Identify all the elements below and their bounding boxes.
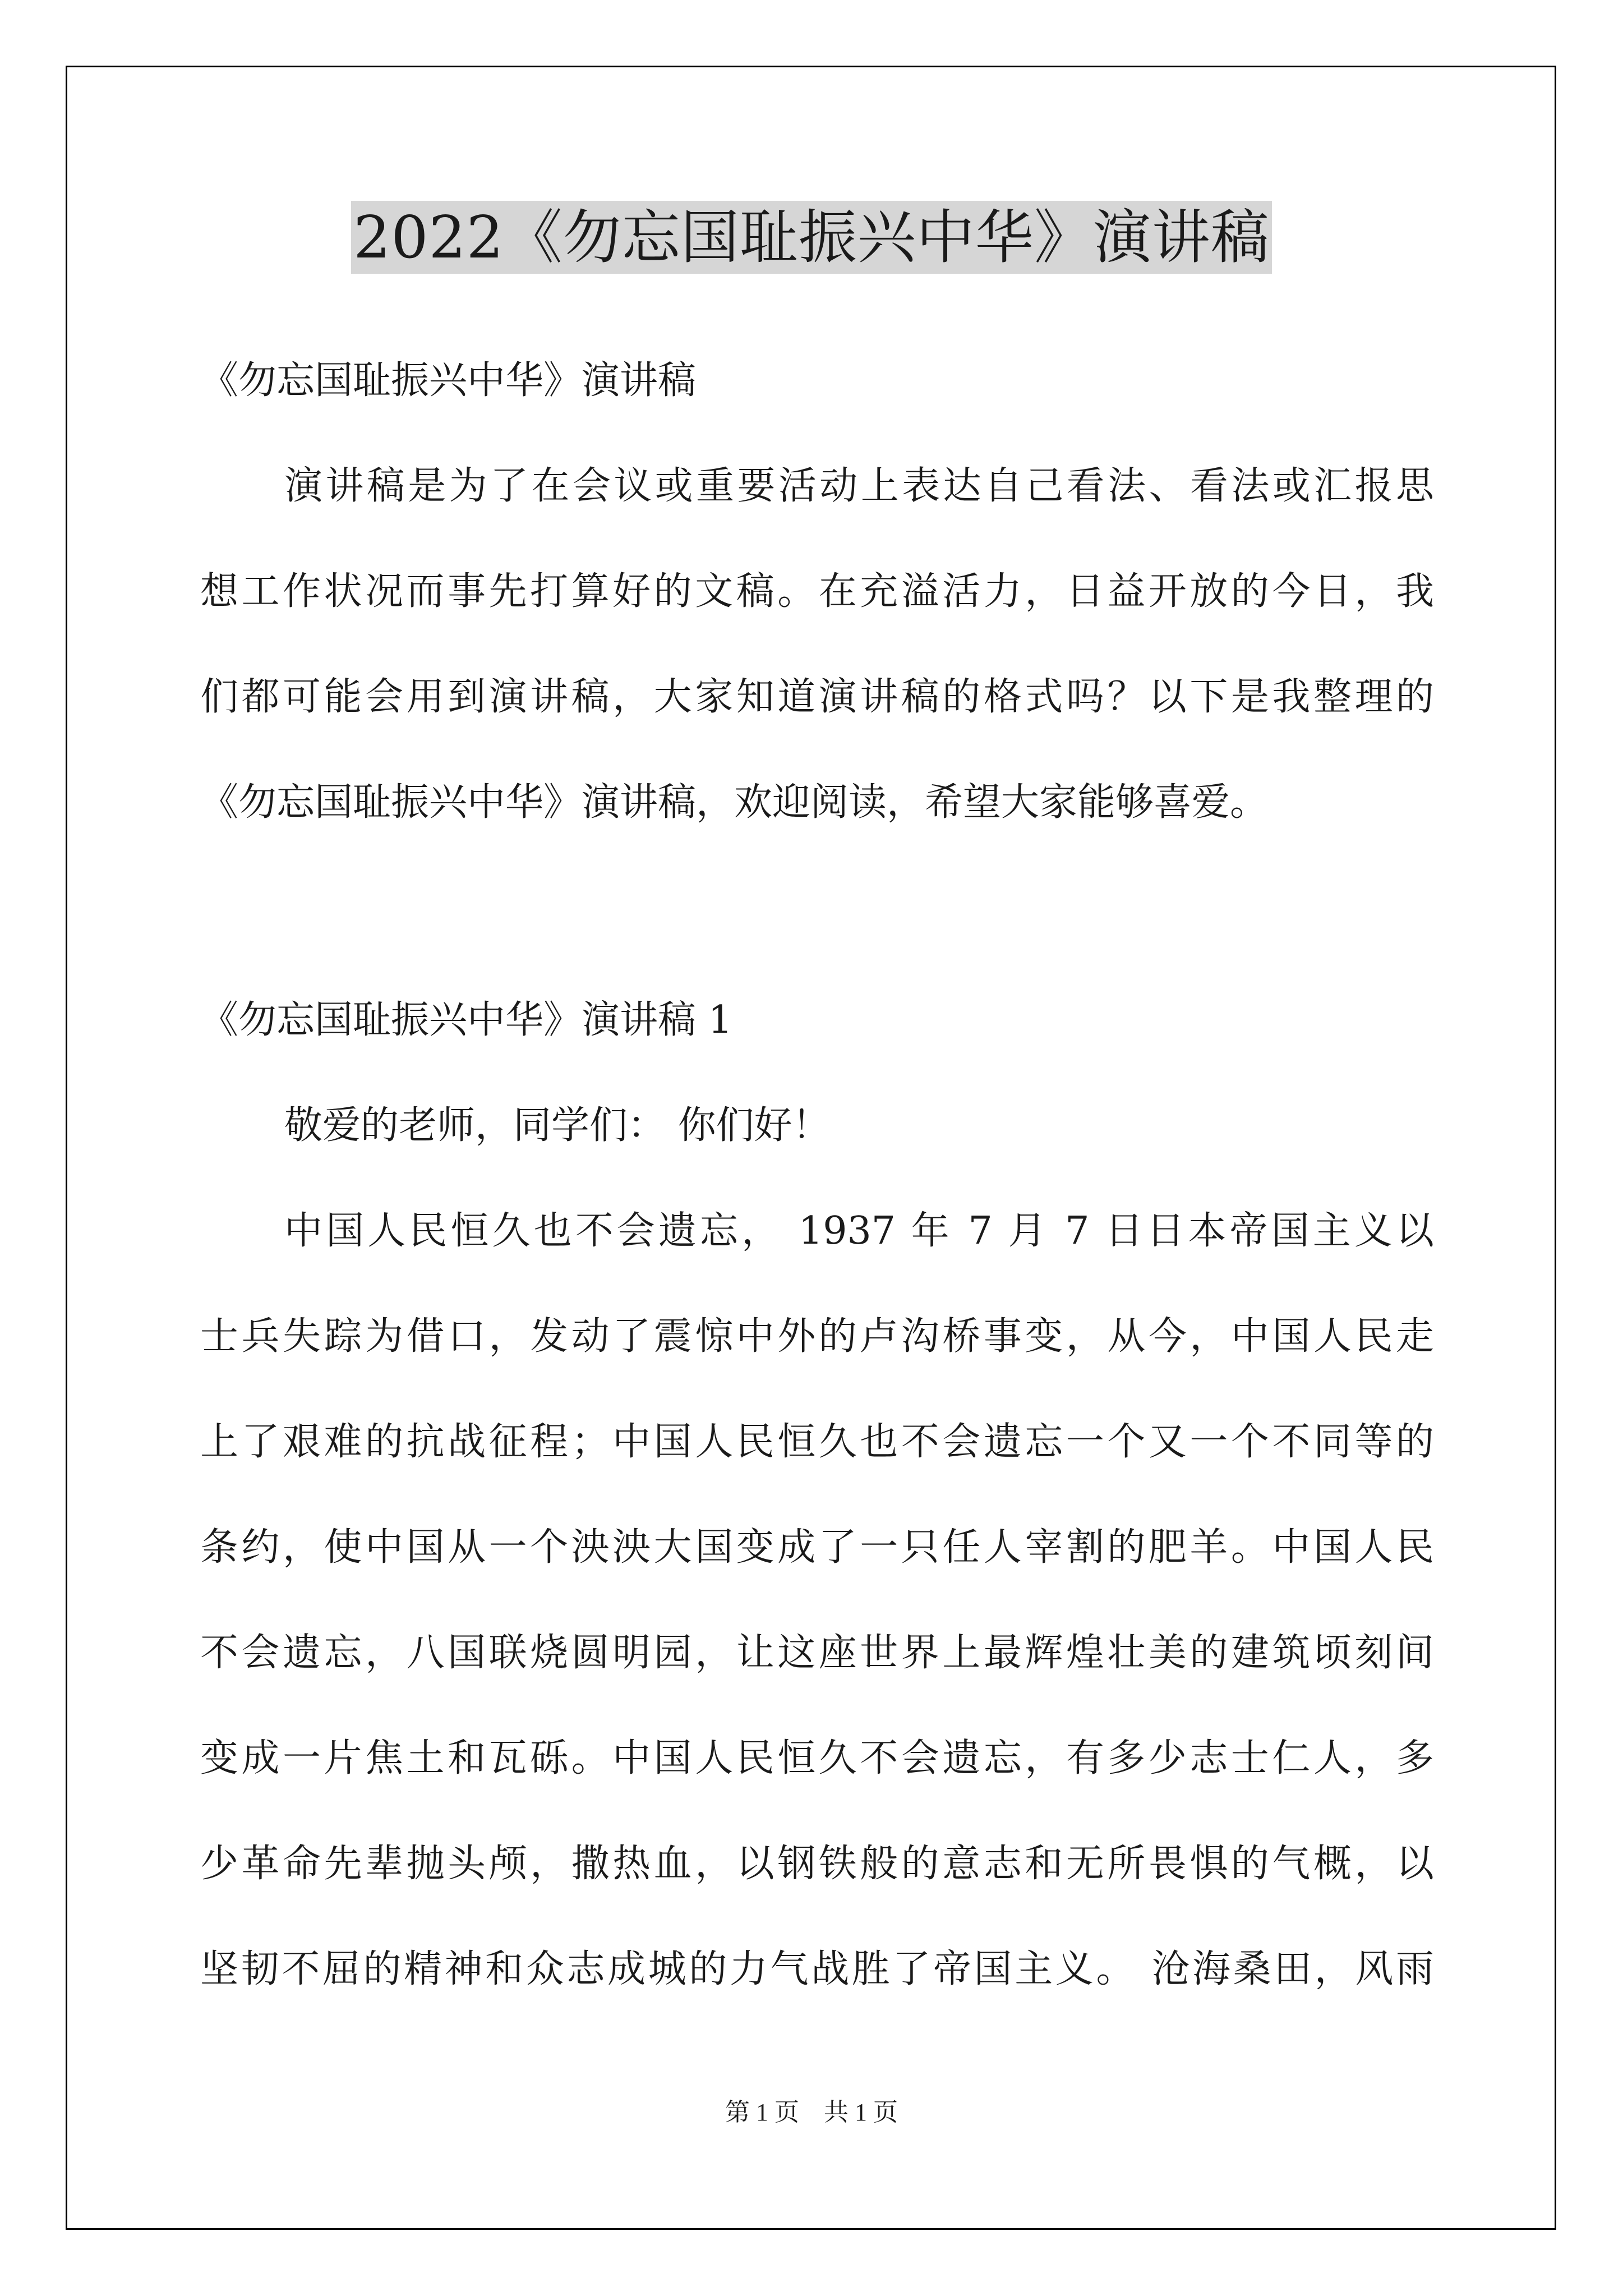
body-line: 坚韧不屈的精神和众志成城的力气战胜了帝国主义。 沧海桑田，风雨 bbox=[200, 1947, 1434, 1991]
greeting-line: 敬爱的老师，同学们： 你们好！ bbox=[284, 1103, 831, 1148]
body-line: 少革命先辈抛头颅，撒热血，以钢铁般的意志和无所畏惧的气概，以 bbox=[200, 1842, 1434, 1886]
intro-line: 《勿忘国耻振兴中华》演讲稿，欢迎阅读，希望大家能够喜爱。 bbox=[200, 780, 1269, 825]
intro-line: 们都可能会用到演讲稿，大家知道演讲稿的格式吗？以下是我整理的 bbox=[200, 675, 1434, 719]
section-heading: 《勿忘国耻振兴中华》演讲稿 1 bbox=[200, 998, 732, 1042]
document-subtitle: 《勿忘国耻振兴中华》演讲稿 bbox=[200, 358, 697, 403]
body-line: 上了艰难的抗战征程；中国人民恒久也不会遗忘一个又一个不同等的 bbox=[200, 1420, 1434, 1464]
body-line: 变成一片焦土和瓦砾。中国人民恒久不会遗忘，有多少志士仁人，多 bbox=[200, 1736, 1434, 1780]
intro-line: 想工作状况而事先打算好的文稿。在充溢活力，日益开放的今日，我 bbox=[200, 569, 1434, 614]
document-title: 2022《勿忘国耻振兴中华》演讲稿 bbox=[351, 201, 1272, 274]
title-container bbox=[0, 201, 1623, 274]
body-line: 中国人民恒久也不会遗忘， 1937 年 7 月 7 日日本帝国主义以 bbox=[284, 1209, 1434, 1253]
body-line: 条约，使中国从一个泱泱大国变成了一只任人宰割的肥羊。中国人民 bbox=[200, 1525, 1434, 1570]
page-footer: 第 1 页 共 1 页 bbox=[725, 2099, 898, 2126]
intro-line: 演讲稿是为了在会议或重要活动上表达自己看法、看法或汇报思 bbox=[284, 464, 1434, 508]
body-line: 士兵失踪为借口，发动了震惊中外的卢沟桥事变，从今，中国人民走 bbox=[200, 1314, 1434, 1359]
body-line: 不会遗忘，八国联烧圆明园，让这座世界上最辉煌壮美的建筑顷刻间 bbox=[200, 1631, 1434, 1675]
